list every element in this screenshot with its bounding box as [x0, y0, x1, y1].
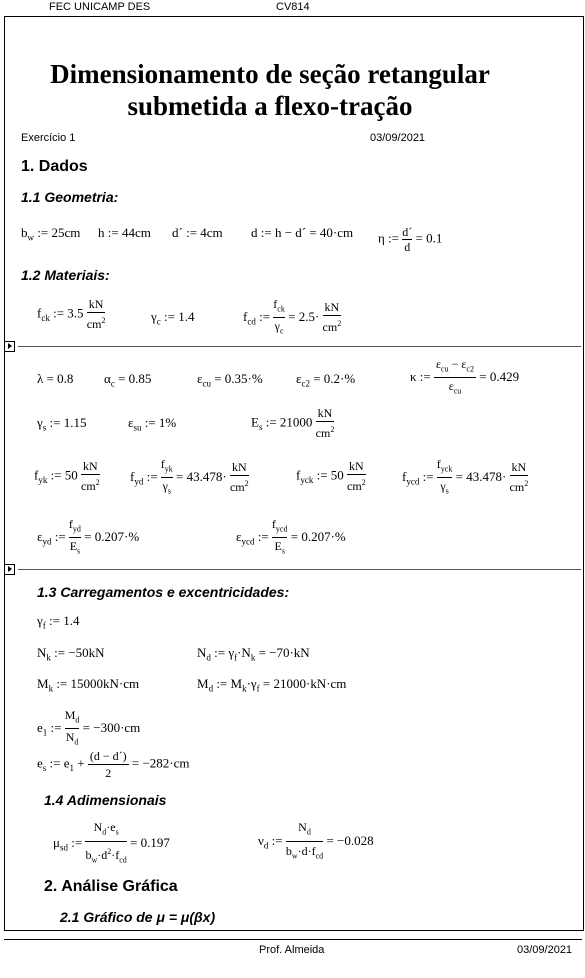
- section-1-3-heading: 1.3 Carregamentos e excentricidades:: [37, 584, 290, 600]
- eq-alpha-c: $\alpha_c = 0.85$: [104, 371, 152, 389]
- footer-rule: [4, 939, 582, 940]
- section-1-heading: 1. Dados: [21, 158, 88, 175]
- eq-fyck: $f_{yck}$ := 50 $\frac{kN}{cm^2}$: [296, 459, 366, 493]
- eq-dprime: d´ := 4cm: [172, 225, 223, 240]
- section-2-1-heading: 2.1 Gráfico de μ = μ(βx): [60, 909, 216, 925]
- section-1-4-heading: 1.4 Adimensionais: [44, 792, 167, 808]
- eq-kappa: κ := $\varepsilon_{cu} - \varepsilon_{c2}$ $\varepsilon_{cu}$ = 0.429: [410, 357, 520, 396]
- eq-nu-d: $\nu_d$ := $N_d$ $b_w\cdot d\cdot f_{cd}$ = −0.028: [258, 820, 374, 861]
- exercise-label: Exercício 1: [21, 132, 76, 144]
- eq-eps-su: $\varepsilon_{su}$ := 1%: [128, 415, 177, 433]
- section-2-heading: 2. Análise Gráfica: [44, 878, 178, 895]
- eq-d: d := h − d´ = 40·cm: [251, 225, 354, 240]
- footer-author: Prof. Almeida: [259, 944, 325, 956]
- eq-es: $E_s$ := 21000 $\frac{kN}{cm^2}$: [251, 406, 335, 440]
- section-1-1-heading: 1.1 Geometria:: [21, 189, 119, 205]
- eq-nd: $N_d$ := $\gamma_f\cdot N_k = -70\cdot kN$: [197, 645, 310, 663]
- eq-gamma-c: $\gamma_c$ := 1.4: [151, 309, 195, 327]
- eq-mk: $M_k$ := 15000kN·cm: [37, 676, 140, 694]
- region-divider: [18, 346, 581, 347]
- footer-date: 03/09/2021: [517, 944, 573, 956]
- eq-fyd: $f_{yd}$ := $f_{yk}$ $\gamma_s$ = 43.478· $\frac{kN}{cm^2}$: [130, 457, 249, 496]
- region-toggle-icon[interactable]: [4, 341, 15, 352]
- eq-eta: η := $\frac{d´}{d}$ = 0.1: [378, 225, 443, 254]
- header-code: CV814: [276, 1, 310, 13]
- title-line-2: submetida a flexo-tração: [127, 91, 413, 121]
- section-1-2-heading: 1.2 Materiais:: [21, 267, 110, 283]
- header-course: FEC UNICAMP DES: [49, 1, 151, 13]
- region-toggle-icon[interactable]: [4, 564, 15, 575]
- eq-es-ecc: $e_s$ := $e_1$ + $\frac{(d - d´)}{2}$ = −282·cm: [37, 749, 190, 780]
- eq-fycd: $f_{ycd}$ := $f_{yck}$ $\gamma_s$ = 43.478· $\frac{kN}{cm^2}$: [402, 457, 529, 496]
- eq-bw: $b_w$ := 25cm: [21, 225, 81, 243]
- eq-gamma-s: $\gamma_s$ := 1.15: [37, 415, 87, 433]
- eq-fck: $f_{ck}$ := 3.5 $\frac{kN}{cm^2}$: [37, 297, 106, 331]
- eq-mu-sd: $\mu_{sd}$ := $N_d\cdot e_s$ $b_w\cdot d^2\cdot f_{cd}$ = 0.197: [53, 820, 170, 865]
- eq-h: h := 44cm: [98, 225, 151, 240]
- eq-eps-cu: $\varepsilon_{cu} = 0.35\cdot\%$: [197, 371, 263, 389]
- eq-fyk: $f_{yk}$ := 50 $\frac{kN}{cm^2}$: [34, 459, 100, 493]
- region-divider: [18, 569, 581, 570]
- eq-lambda: λ = 0.8: [37, 371, 74, 386]
- eq-fcd: $f_{cd}$ := $f_{ck}$ $\gamma_c$ = 2.5· $\frac{kN}{cm^2}$: [243, 297, 342, 336]
- eq-nk: $N_k$ := −50kN: [37, 645, 105, 663]
- eq-eps-ycd: $\varepsilon_{ycd}$ := $f_{ycd}$ $E_s$ = 0.207·%: [236, 517, 346, 556]
- title-line-1: Dimensionamento de seção retangular: [50, 59, 490, 89]
- eq-md: $M_d$ := $M_k\cdot\gamma_f = 21000\cdot kN\cdot cm$: [197, 676, 347, 694]
- date-label: 03/09/2021: [370, 132, 426, 144]
- eq-eps-c2: $\varepsilon_{c2} = 0.2\cdot\%$: [296, 371, 356, 389]
- eq-eps-yd: $\varepsilon_{yd}$ := $f_{yd}$ $E_s$ = 0.207·%: [37, 517, 140, 556]
- eq-gamma-f: $\gamma_f$ := 1.4: [37, 613, 80, 631]
- eq-e1: $e_1$ := $\frac{M_d}{N_d}$ = −300·cm: [37, 708, 141, 747]
